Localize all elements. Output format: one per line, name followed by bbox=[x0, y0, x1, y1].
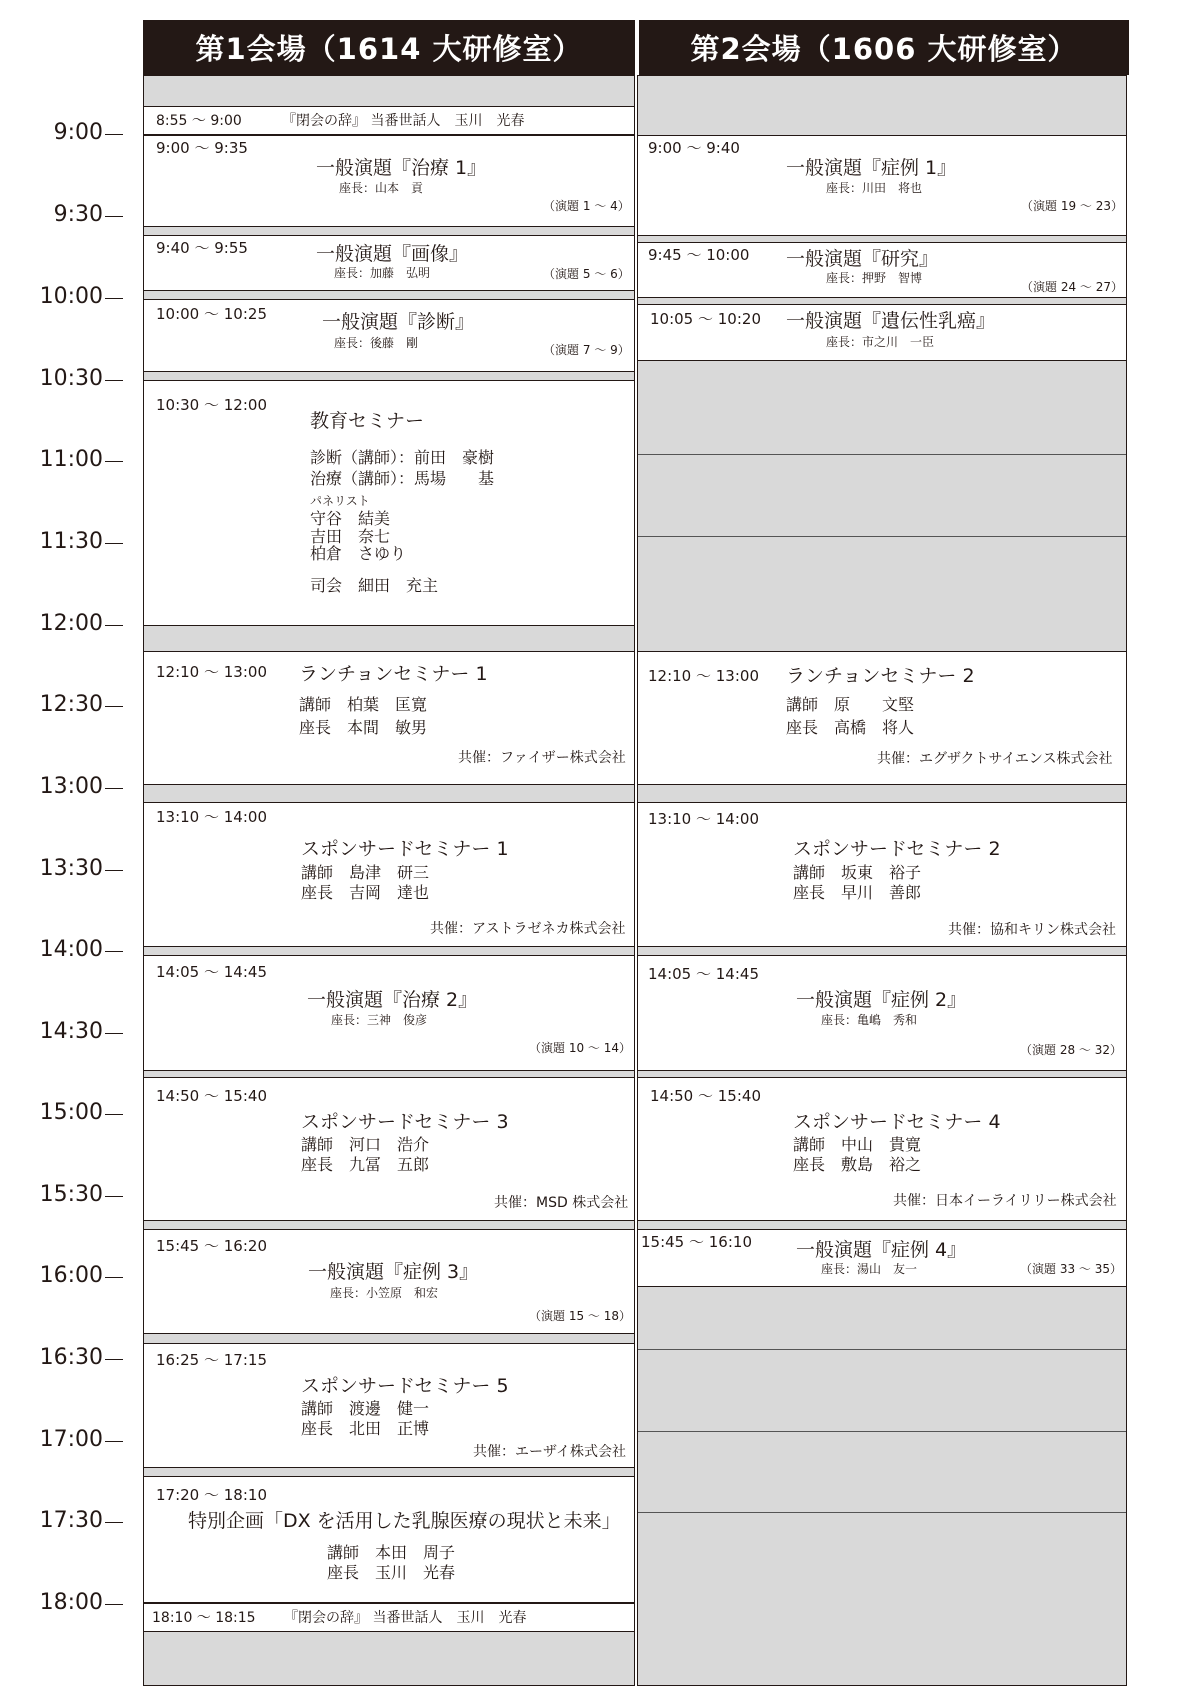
session-chair: 座長：湯山 友一 bbox=[821, 1262, 918, 1276]
session-chair: 座長：加藤 弘明 bbox=[334, 266, 431, 280]
sponsor: 共催：日本イーライリリー株式会社 bbox=[893, 1193, 1117, 1209]
chair: 座長 玉川 光春 bbox=[327, 1563, 456, 1582]
abstract-range: （演題 33 ～ 35） bbox=[1020, 1262, 1122, 1276]
sponsor: 共催：エーザイ株式会社 bbox=[473, 1444, 627, 1460]
session-title: ランチョンセミナー 2 bbox=[786, 665, 975, 687]
sponsored-seminar-3 bbox=[143, 1077, 635, 1221]
session-title: スポンサードセミナー 2 bbox=[793, 838, 1001, 860]
chair: 座長 九冨 五郎 bbox=[301, 1155, 430, 1174]
abstract-range: （演題 15 ～ 18） bbox=[529, 1309, 631, 1323]
session-time: 12:10 ～ 13:00 bbox=[156, 663, 267, 681]
session-title: 一般演題『症例 1』 bbox=[786, 157, 957, 179]
session-case-1 bbox=[637, 135, 1127, 236]
closing-remarks bbox=[143, 1603, 635, 1632]
session-title: 一般演題『診断』 bbox=[322, 311, 475, 333]
session-title: 一般演題『遺伝性乳癌』 bbox=[786, 310, 996, 332]
session-time: 9:45 ～ 10:00 bbox=[648, 246, 750, 264]
session-title: スポンサードセミナー 4 bbox=[793, 1111, 1001, 1133]
session-time: 10:00 ～ 10:25 bbox=[156, 305, 267, 323]
session-case-4 bbox=[637, 1229, 1127, 1287]
lecturer: 講師 原 文堅 bbox=[786, 695, 915, 714]
sponsored-seminar-2 bbox=[637, 802, 1127, 947]
grid-line bbox=[638, 454, 1126, 455]
sponsor: 共催：MSD 株式会社 bbox=[494, 1195, 629, 1211]
session-title: 一般演題『症例 4』 bbox=[796, 1239, 967, 1261]
session-time: 10:05 ～ 10:20 bbox=[650, 310, 761, 328]
hall1-column bbox=[143, 75, 635, 1686]
session-time: 14:50 ～ 15:40 bbox=[650, 1087, 761, 1105]
sponsor: 共催：協和キリン株式会社 bbox=[948, 922, 1116, 938]
chair: 座長 敷島 裕之 bbox=[793, 1155, 922, 1174]
panelist-label: パネリスト bbox=[310, 494, 370, 508]
session-time: 9:00 ～ 9:40 bbox=[648, 139, 740, 157]
sponsor: 共催：エグザクトサイエンス株式会社 bbox=[877, 751, 1113, 767]
session-case-3 bbox=[143, 1229, 635, 1334]
chair: 座長 吉岡 達也 bbox=[301, 883, 430, 902]
session-time: 13:10 ～ 14:00 bbox=[156, 808, 267, 826]
chair: 座長 早川 善郎 bbox=[793, 883, 922, 902]
session-chair: 座長：三神 俊彦 bbox=[331, 1013, 428, 1027]
panelist: 守谷 結美 bbox=[310, 509, 391, 528]
session-title: スポンサードセミナー 1 bbox=[301, 838, 509, 860]
sponsored-seminar-1 bbox=[143, 802, 635, 947]
session-time: 14:05 ～ 14:45 bbox=[648, 965, 759, 983]
session-case-2 bbox=[637, 955, 1127, 1071]
session-chair: 座長：押野 智博 bbox=[826, 271, 923, 285]
panelist: 吉田 奈七 bbox=[310, 527, 391, 546]
session-time: 14:05 ～ 14:45 bbox=[156, 963, 267, 981]
education-seminar bbox=[143, 380, 635, 626]
opening-remarks bbox=[143, 106, 635, 135]
sponsor: 共催：アストラゼネカ株式会社 bbox=[430, 921, 626, 937]
session-time: 9:00 ～ 9:35 bbox=[156, 139, 248, 157]
abstract-range: （演題 28 ～ 32） bbox=[1020, 1043, 1122, 1057]
chair: 座長 北田 正博 bbox=[301, 1419, 430, 1438]
grid-line bbox=[638, 1349, 1126, 1350]
grid-line bbox=[638, 536, 1126, 537]
lecturer: 講師 柏葉 匡寛 bbox=[299, 695, 428, 714]
session-title: ランチョンセミナー 1 bbox=[299, 663, 488, 685]
session-time: 18:10 ～ 18:15 bbox=[152, 1610, 256, 1626]
abstract-range: （演題 10 ～ 14） bbox=[529, 1041, 631, 1055]
hall2-column bbox=[637, 75, 1127, 1686]
session-chair: 座長：山本 貢 bbox=[339, 181, 424, 195]
lecturer: 講師 中山 貴寛 bbox=[793, 1135, 922, 1154]
lecturer-line: 診断（講師）：前田 豪樹 bbox=[310, 448, 495, 467]
lecturer: 講師 本田 周子 bbox=[327, 1543, 456, 1562]
session-time: 14:50 ～ 15:40 bbox=[156, 1087, 267, 1105]
session-title: 一般演題『治療 1』 bbox=[316, 157, 487, 179]
session-chair: 座長：市之川 一臣 bbox=[826, 335, 935, 349]
session-time: 15:45 ～ 16:20 bbox=[156, 1237, 267, 1255]
session-chair: 座長：小笠原 和宏 bbox=[330, 1286, 439, 1300]
sponsored-seminar-5 bbox=[143, 1343, 635, 1468]
session-time: 9:40 ～ 9:55 bbox=[156, 239, 248, 257]
special-program bbox=[143, 1476, 635, 1603]
hall2-header: 第2会場（1606 大研修室） bbox=[637, 20, 1129, 75]
abstract-range: （演題 5 ～ 6） bbox=[543, 267, 630, 281]
session-time: 13:10 ～ 14:00 bbox=[648, 810, 759, 828]
session-title: 一般演題『治療 2』 bbox=[307, 989, 478, 1011]
lecturer: 講師 島津 研三 bbox=[301, 863, 430, 882]
luncheon-seminar-1 bbox=[143, 651, 635, 785]
session-title: 一般演題『画像』 bbox=[316, 243, 469, 265]
grid-line bbox=[638, 1431, 1126, 1432]
session-diagnosis bbox=[143, 299, 635, 372]
session-text: 『閉会の辞』 当番世話人 玉川 光春 bbox=[284, 1610, 527, 1626]
session-time: 15:45 ～ 16:10 bbox=[641, 1233, 752, 1251]
session-title: 特別企画「DX を活用した乳腺医療の現状と未来」 bbox=[188, 1510, 621, 1532]
session-title: 一般演題『症例 3』 bbox=[308, 1261, 479, 1283]
lecturer: 講師 渡邊 健一 bbox=[301, 1399, 430, 1418]
session-text: 『閉会の辞』 当番世話人 玉川 光春 bbox=[282, 113, 525, 129]
session-title: スポンサードセミナー 5 bbox=[301, 1375, 509, 1397]
session-title: 一般演題『研究』 bbox=[786, 248, 939, 270]
grid-line bbox=[638, 1512, 1126, 1513]
session-treatment-1 bbox=[143, 135, 635, 227]
session-time: 12:10 ～ 13:00 bbox=[648, 667, 759, 685]
session-title: 一般演題『症例 2』 bbox=[796, 989, 967, 1011]
session-time: 16:25 ～ 17:15 bbox=[156, 1351, 267, 1369]
hall1-header: 第1会場（1614 大研修室） bbox=[143, 20, 635, 75]
luncheon-seminar-2 bbox=[637, 651, 1127, 785]
session-time: 10:30 ～ 12:00 bbox=[156, 396, 267, 414]
lecturer: 講師 河口 浩介 bbox=[301, 1135, 430, 1154]
lecturer: 講師 坂東 裕子 bbox=[793, 863, 922, 882]
lecturer-line: 治療（講師）：馬場 基 bbox=[310, 469, 495, 488]
abstract-range: （演題 24 ～ 27） bbox=[1021, 280, 1123, 294]
session-title: スポンサードセミナー 3 bbox=[301, 1111, 509, 1133]
session-treatment-2 bbox=[143, 955, 635, 1071]
session-research bbox=[637, 242, 1127, 298]
chair: 座長 高橋 将人 bbox=[786, 718, 915, 737]
abstract-range: （演題 7 ～ 9） bbox=[543, 343, 630, 357]
sponsored-seminar-4 bbox=[637, 1077, 1127, 1221]
session-chair: 座長：後藤 剛 bbox=[334, 336, 419, 350]
session-hereditary-breast-cancer bbox=[637, 304, 1127, 361]
session-title: 教育セミナー bbox=[310, 410, 425, 432]
session-time: 17:20 ～ 18:10 bbox=[156, 1486, 267, 1504]
abstract-range: （演題 19 ～ 23） bbox=[1021, 199, 1123, 213]
moderator: 司会 細田 充主 bbox=[310, 576, 439, 595]
session-chair: 座長：亀嶋 秀和 bbox=[821, 1013, 918, 1027]
abstract-range: （演題 1 ～ 4） bbox=[543, 199, 630, 213]
session-time: 8:55 ～ 9:00 bbox=[156, 113, 242, 129]
panelist: 柏倉 さゆり bbox=[310, 544, 407, 563]
session-imaging bbox=[143, 235, 635, 291]
sponsor: 共催：ファイザー株式会社 bbox=[458, 750, 626, 766]
chair: 座長 本間 敏男 bbox=[299, 718, 428, 737]
session-chair: 座長：川田 将也 bbox=[826, 181, 923, 195]
